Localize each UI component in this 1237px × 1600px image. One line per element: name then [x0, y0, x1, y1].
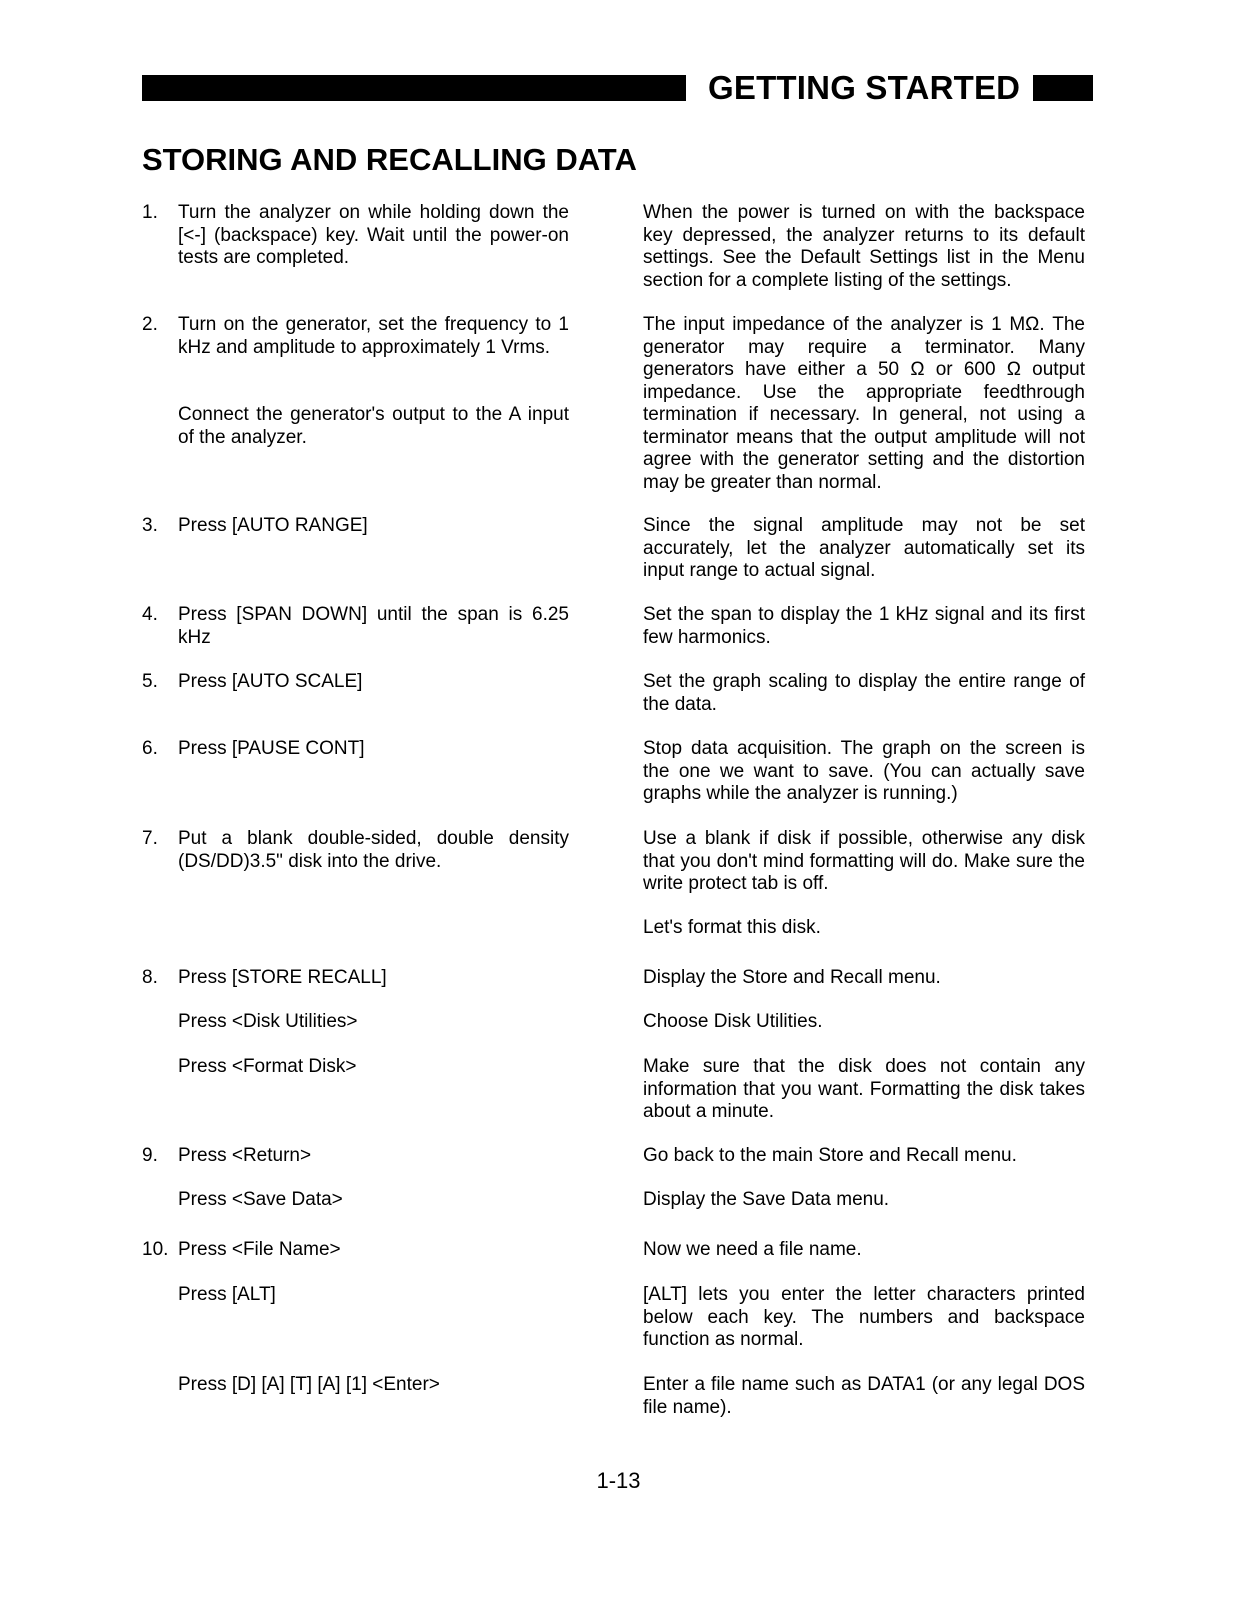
sub-step-instruction: Press <Disk Utilities>	[178, 1011, 358, 1032]
section-title: STORING AND RECALLING DATA	[142, 142, 637, 177]
step-explanation: Now we need a file name.	[643, 1239, 862, 1260]
step-instruction: Press [SPAN DOWN] until the span is 6.25 kHz	[178, 604, 569, 648]
step-explanation: Use a blank if disk if possible, otherwise any disk that you don't mind formatting will do. Make sure the write protect tab is off.	[643, 828, 1085, 894]
step-instruction: Press [PAUSE CONT]	[178, 738, 365, 759]
step-explanation-2: Let's format this disk.	[643, 917, 821, 938]
step-instruction-2: Connect the generator's output to the A input of the analyzer.	[178, 404, 569, 448]
sub-step-instruction: Press <Save Data>	[178, 1189, 343, 1210]
step-number: 1.	[142, 202, 158, 223]
step-instruction: Press [STORE RECALL]	[178, 967, 387, 988]
step-explanation: Since the signal amplitude may not be set accurately, let the analyzer automatically set its input range to actual signal.	[643, 515, 1085, 581]
step-instruction: Turn on the generator, set the frequency to 1 kHz and amplitude to approximately 1 Vrms.	[178, 314, 569, 358]
step-explanation: The input impedance of the analyzer is 1 MΩ. The generator may require a terminator. Many generators have either a 50 Ω or 600 Ω output impedance. Use the appropriate feedthrough termination if necessary. In general, not using a terminator means that the output amplitude will not agree with the generator setting and the distortion may be greater than normal.	[643, 314, 1085, 493]
step-instruction: Press <File Name>	[178, 1239, 341, 1260]
step-instruction: Press <Return>	[178, 1145, 312, 1166]
page-number: 1-13	[596, 1468, 641, 1493]
sub-step-explanation: Choose Disk Utilities.	[643, 1011, 823, 1032]
step-explanation: Stop data acquisition. The graph on the screen is the one we want to save. (You can actually save graphs while the analyzer is running.)	[643, 738, 1085, 804]
step-number: 9.	[142, 1145, 158, 1166]
step-number: 3.	[142, 515, 158, 536]
step-explanation: Display the Store and Recall menu.	[643, 967, 941, 988]
step-explanation: Set the span to display the 1 kHz signal and its first few harmonics.	[643, 604, 1085, 648]
step-number: 4.	[142, 604, 158, 625]
sub-step-explanation: Make sure that the disk does not contain any information that you want. Formatting the disk takes about a minute.	[643, 1056, 1085, 1122]
header-rule-left	[142, 75, 686, 101]
sub-step-explanation: Enter a file name such as DATA1 (or any legal DOS file name).	[643, 1374, 1085, 1418]
chapter-title: GETTING STARTED	[708, 69, 1021, 106]
sub-step-instruction: Press [ALT]	[178, 1284, 276, 1305]
step-instruction: Press [AUTO SCALE]	[178, 671, 363, 692]
sub-step-instruction: Press <Format Disk>	[178, 1056, 357, 1077]
sub-step-instruction: Press [D] [A] [T] [A] [1] <Enter>	[178, 1374, 440, 1395]
step-explanation: Set the graph scaling to display the entire range of the data.	[643, 671, 1085, 715]
step-number: 2.	[142, 314, 158, 335]
step-number: 7.	[142, 828, 158, 849]
sub-step-explanation: Display the Save Data menu.	[643, 1189, 890, 1210]
step-explanation: When the power is turned on with the backspace key depressed, the analyzer returns to its default settings. See the Default Settings list in the Menu section for a complete listing of the settings.	[643, 202, 1085, 291]
header-rule-right	[1033, 75, 1093, 101]
step-number: 8.	[142, 967, 158, 988]
sub-step-explanation: [ALT] lets you enter the letter characters printed below each key. The numbers and backspace function as normal.	[643, 1284, 1085, 1350]
step-number: 6.	[142, 738, 158, 759]
step-number: 10.	[142, 1239, 169, 1260]
step-number: 5.	[142, 671, 158, 692]
step-instruction: Put a blank double-sided, double density (DS/DD)3.5" disk into the drive.	[178, 828, 569, 872]
step-instruction: Turn the analyzer on while holding down the [<-] (backspace) key. Wait until the power-on tests are completed.	[178, 202, 569, 268]
step-instruction: Press [AUTO RANGE]	[178, 515, 368, 536]
step-explanation: Go back to the main Store and Recall menu.	[643, 1145, 1017, 1166]
